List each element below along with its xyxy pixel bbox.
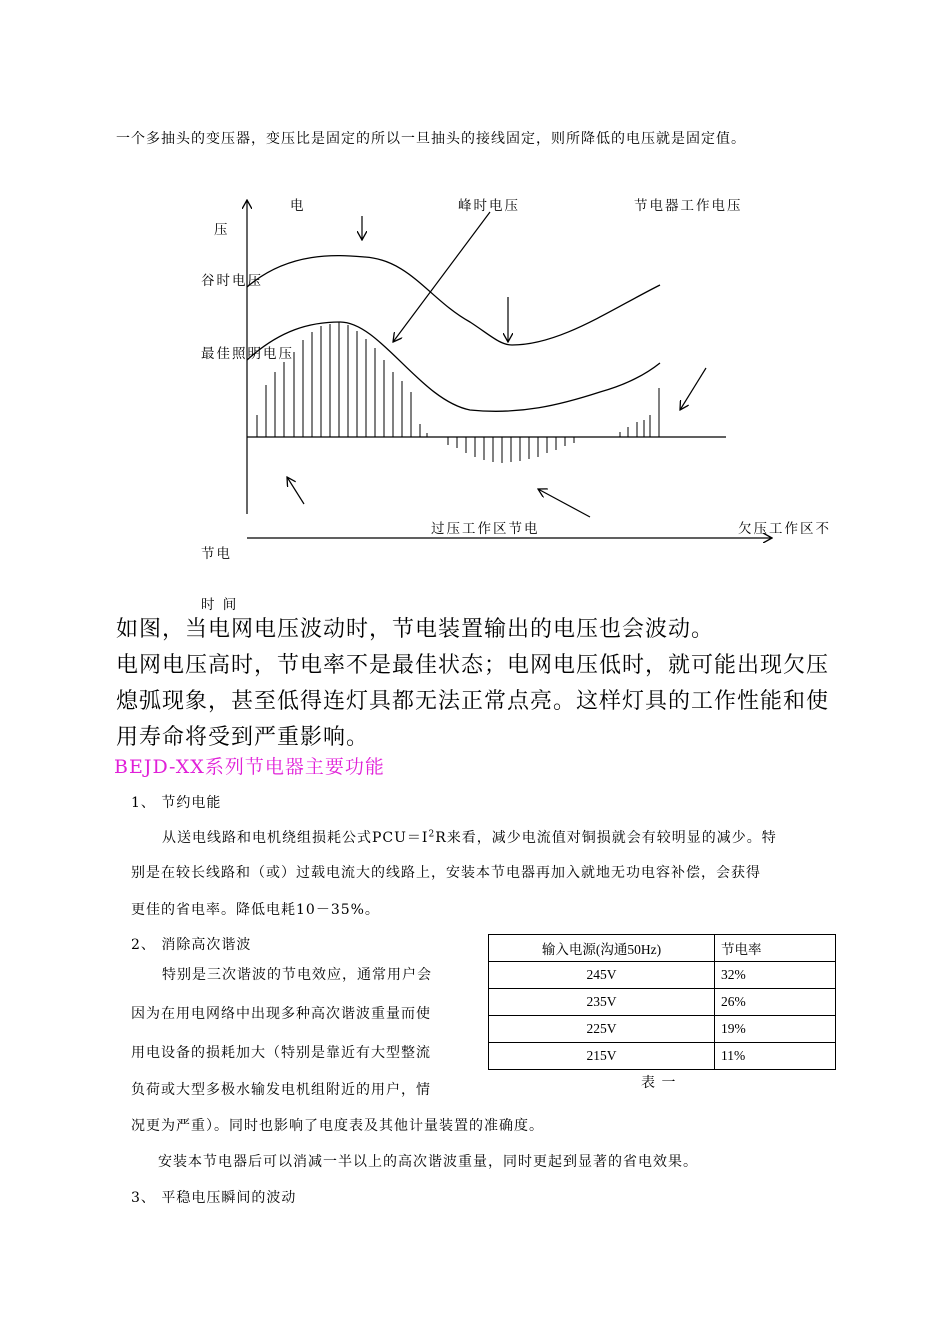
arrow-undervoltage (538, 489, 590, 517)
arrow-overvoltage (287, 477, 304, 504)
item1-line1 (162, 827, 777, 847)
table-cell-voltage: 215V (489, 1043, 715, 1070)
arrow-peak-label (393, 212, 490, 342)
item2-title: 2、 消除高次谐波 (131, 937, 252, 953)
label-over: 过压工作区节电 (431, 521, 540, 537)
section-heading: BEJD-XX系列节电器主要功能 (114, 756, 385, 778)
item1-line3: 更佳的省电率。降低电耗10－35%。 (131, 902, 380, 918)
table-row (489, 989, 836, 1016)
arrow-right (680, 368, 706, 410)
label-under: 欠压工作区不 (738, 521, 831, 537)
table-cell-voltage: 225V (489, 1016, 715, 1043)
big-paragraph (116, 612, 842, 756)
voltage-diagram (0, 0, 950, 620)
table-cell-rate: 26% (715, 989, 836, 1016)
label-best: 最佳照明电压 (201, 346, 294, 362)
label-ya: 压 (214, 222, 230, 238)
big-line-2: 电网电压高时，节电率不是最佳状态；电网电压低时，就可能出现欠压熄弧现象，甚至低得连灯具都无法正常点亮。这样灯具的工作性能和使用寿命将受到严重影响。 (116, 653, 830, 750)
table-row (489, 1016, 836, 1043)
item1-title: 1、 节约电能 (131, 795, 222, 811)
item2-line5: 况更为严重）。同时也影响了电度表及其他计量装置的准确度。 (131, 1118, 544, 1134)
table-cell-voltage: 245V (489, 962, 715, 989)
label-jiedian: 节电 (201, 546, 232, 562)
label-saver: 节电器工作电压 (634, 198, 743, 214)
table-cell-rate: 19% (715, 1016, 836, 1043)
item1-line2: 别是在较长线路和（或）过载电流大的线路上，安装本节电器再加入就地无功电容补偿，会获得 (131, 865, 761, 881)
item1-sup: 2 (428, 829, 436, 840)
item2-line3: 用电设备的损耗加大（特别是靠近有大型整流 (131, 1045, 431, 1061)
intro-text: 一个多抽头的变压器，变压比是固定的所以一旦抽头的接线固定，则所降低的电压就是固定值。 (116, 131, 746, 147)
table-caption: 表 一 (641, 1075, 677, 1091)
big-line-1: 如图，当电网电压波动时，节电装置输出的电压也会波动。 (116, 617, 715, 642)
item2-line4: 负荷或大型多极水输发电机组附近的用户，情 (131, 1082, 431, 1098)
saver-voltage-curve (247, 322, 660, 411)
table-row (489, 1043, 836, 1070)
table-header-rate: 节电率 (715, 935, 836, 962)
label-peak: 峰时电压 (458, 198, 520, 214)
table-row (489, 962, 836, 989)
saving-rate-table (488, 934, 836, 1070)
table-header-input: 输入电源(沟通50Hz) (489, 935, 715, 962)
item2-line2: 因为在用电网络中出现多种高次谐波重量而使 (131, 1006, 431, 1022)
table-cell-voltage: 235V (489, 989, 715, 1016)
label-valley: 谷时电压 (201, 273, 263, 289)
table-cell-rate: 32% (715, 962, 836, 989)
item3-title: 3、 平稳电压瞬间的波动 (131, 1190, 297, 1206)
label-time: 时 间 (201, 597, 239, 613)
item2-line6: 安装本节电器后可以消减一半以上的高次谐波重量，同时更起到显著的省电效果。 (158, 1154, 698, 1170)
item2-line1: 特别是三次谐波的节电效应，通常用户会 (162, 967, 432, 983)
table-header-row (489, 935, 836, 962)
item1-line1-a: 从送电线路和电机绕组损耗公式PCU＝I (162, 830, 429, 846)
item1-line1-b: R来看，减少电流值对铜损就会有较明显的减少。特 (435, 830, 777, 846)
table-cell-rate: 11% (715, 1043, 836, 1070)
grid-voltage-curve (247, 256, 660, 345)
label-dian: 电 (290, 198, 306, 214)
